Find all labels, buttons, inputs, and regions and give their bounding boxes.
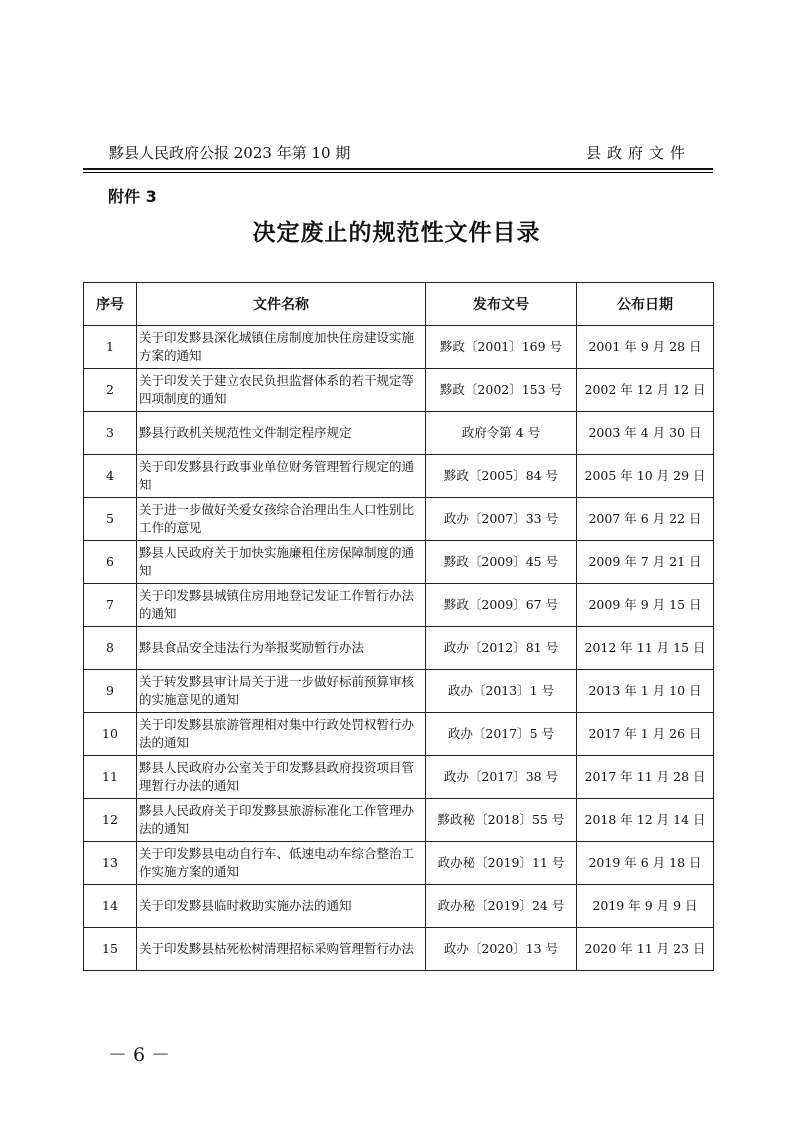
cell-sequence-number: 12 [84,799,137,842]
page-header [83,140,713,166]
table-row [84,326,714,369]
cell-document-name: 关于印发黟县深化城镇住房制度加快住房建设实施方案的通知 [137,326,426,369]
cell-document-number: 政办秘〔2019〕11 号 [426,842,577,885]
header-rule-thin [83,172,713,173]
column-header-date: 公布日期 [577,283,714,326]
cell-sequence-number: 3 [84,412,137,455]
gazette-issue: 黟县人民政府公报 2023 年第 10 期 [109,144,351,162]
cell-sequence-number: 8 [84,627,137,670]
table-row [84,412,714,455]
cell-sequence-number: 4 [84,455,137,498]
repealed-documents-table [83,282,714,971]
header-rule-thick [83,168,713,170]
cell-document-number: 黟政〔2005〕84 号 [426,455,577,498]
table-header-row [84,283,714,326]
table-row [84,885,714,928]
cell-publish-date: 2019 年 9 月 9 日 [577,885,714,928]
table-body [84,326,714,971]
cell-publish-date: 2005 年 10 月 29 日 [577,455,714,498]
cell-document-name: 黟县人民政府关于加快实施廉租住房保障制度的通知 [137,541,426,584]
section-label: 县政府文件 [585,144,691,162]
cell-publish-date: 2018 年 12 月 14 日 [577,799,714,842]
table-row [84,928,714,971]
cell-document-number: 政府令第 4 号 [426,412,577,455]
cell-sequence-number: 10 [84,713,137,756]
cell-publish-date: 2020 年 11 月 23 日 [577,928,714,971]
table-row [84,541,714,584]
cell-publish-date: 2009 年 9 月 15 日 [577,584,714,627]
cell-sequence-number: 6 [84,541,137,584]
table-row [84,584,714,627]
cell-document-name: 关于印发黟县枯死松树清理招标采购管理暂行办法 [137,928,426,971]
cell-sequence-number: 13 [84,842,137,885]
table-row [84,842,714,885]
cell-document-number: 政办〔2017〕38 号 [426,756,577,799]
cell-document-number: 政办〔2007〕33 号 [426,498,577,541]
cell-sequence-number: 5 [84,498,137,541]
cell-document-name: 关于印发黟县城镇住房用地登记发证工作暂行办法的通知 [137,584,426,627]
cell-publish-date: 2003 年 4 月 30 日 [577,412,714,455]
cell-document-number: 黟政〔2002〕153 号 [426,369,577,412]
table-row [84,455,714,498]
cell-publish-date: 2017 年 1 月 26 日 [577,713,714,756]
cell-document-number: 黟政〔2009〕67 号 [426,584,577,627]
table-row [84,627,714,670]
cell-document-number: 黟政〔2009〕45 号 [426,541,577,584]
cell-publish-date: 2019 年 6 月 18 日 [577,842,714,885]
table-row [84,756,714,799]
cell-sequence-number: 7 [84,584,137,627]
cell-document-number: 政办〔2020〕13 号 [426,928,577,971]
cell-publish-date: 2017 年 11 月 28 日 [577,756,714,799]
document-title: 决定废止的规范性文件目录 [252,220,541,246]
cell-publish-date: 2001 年 9 月 28 日 [577,326,714,369]
cell-sequence-number: 2 [84,369,137,412]
attachment-label: 附件 3 [108,187,157,206]
cell-document-number: 政办〔2017〕5 号 [426,713,577,756]
table-row [84,799,714,842]
cell-sequence-number: 15 [84,928,137,971]
cell-document-name: 关于进一步做好关爱女孩综合治理出生人口性别比工作的意见 [137,498,426,541]
cell-document-name: 黟县人民政府办公室关于印发黟县政府投资项目管理暂行办法的通知 [137,756,426,799]
cell-sequence-number: 14 [84,885,137,928]
cell-document-name: 黟县人民政府关于印发黟县旅游标准化工作管理办法的通知 [137,799,426,842]
table-row [84,369,714,412]
cell-document-number: 政办秘〔2019〕24 号 [426,885,577,928]
cell-document-name: 黟县食品安全违法行为举报奖励暂行办法 [137,627,426,670]
cell-document-name: 关于转发黟县审计局关于进一步做好标前预算审核的实施意见的通知 [137,670,426,713]
cell-document-number: 黟政〔2001〕169 号 [426,326,577,369]
cell-document-name: 关于印发黟县行政事业单位财务管理暂行规定的通知 [137,455,426,498]
cell-publish-date: 2007 年 6 月 22 日 [577,498,714,541]
cell-document-name: 关于印发黟县临时救助实施办法的通知 [137,885,426,928]
cell-publish-date: 2012 年 11 月 15 日 [577,627,714,670]
cell-document-number: 政办〔2012〕81 号 [426,627,577,670]
column-header-doc-number: 发布文号 [426,283,577,326]
cell-publish-date: 2002 年 12 月 12 日 [577,369,714,412]
cell-document-number: 黟政秘〔2018〕55 号 [426,799,577,842]
table-row [84,498,714,541]
cell-sequence-number: 9 [84,670,137,713]
cell-publish-date: 2009 年 7 月 21 日 [577,541,714,584]
cell-sequence-number: 1 [84,326,137,369]
column-header-name: 文件名称 [137,283,426,326]
cell-document-number: 政办〔2013〕1 号 [426,670,577,713]
cell-document-name: 关于印发黟县旅游管理相对集中行政处罚权暂行办法的通知 [137,713,426,756]
cell-sequence-number: 11 [84,756,137,799]
page-number: － 6 － [108,1044,171,1066]
cell-document-name: 黟县行政机关规范性文件制定程序规定 [137,412,426,455]
table-row [84,670,714,713]
cell-publish-date: 2013 年 1 月 10 日 [577,670,714,713]
cell-document-name: 关于印发黟县电动自行车、低速电动车综合整治工作实施方案的通知 [137,842,426,885]
cell-document-name: 关于印发关于建立农民负担监督体系的若干规定等四项制度的通知 [137,369,426,412]
column-header-no: 序号 [84,283,137,326]
table-row [84,713,714,756]
